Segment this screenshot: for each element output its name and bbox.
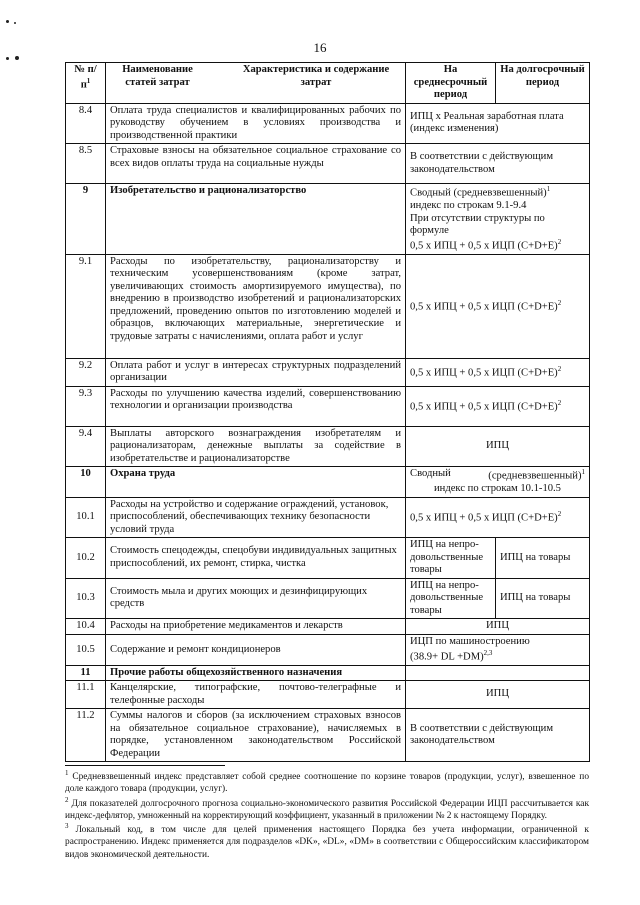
table-row: 9.2 Оплата работ и услуг в интересах структурных подразделений организации 0,5 х ИПЦ + 0,5 х ИЦП $(C+D+E)^2$ (66, 358, 590, 386)
table-header (66, 63, 590, 104)
footnote-3: $^3$ Локальный код, в том числе для целей применения настоящего Порядка без учета информации, ограниченной к распространению. Индекс применяется для подразделов «DK», «DL», «DM» в соответствии с Общероссийским классификатором видов экономической деятельности. (65, 822, 589, 860)
page-number: 16 (313, 40, 327, 55)
table-row: 11 Прочие работы общехозяйственного назначения (66, 665, 590, 681)
table-row: 10.4 Расходы на приобретение медикаментов и лекарств ИПЦ (66, 619, 590, 635)
table-row: 8.5 Страховые взносы на обязательное социальное страхование со всех видов оплаты труда на социальные нужды В соответствии с действующим законодательством (66, 144, 590, 184)
table-row: 9.4 Выплаты авторского вознаграждения изобретателям и рационализаторам, денежные выплаты за содействие в изобретательстве и рационализаторстве ИПЦ (66, 426, 590, 467)
scan-dot (15, 56, 19, 60)
footnotes (65, 769, 589, 861)
table-row: 10 Охрана труда Сводный (средневзвешенный)$^1$ индекс по строкам 10.1-10.5 (66, 467, 590, 498)
table-row: 8.4 Оплата труда специалистов и квалифицированных рабочих по руководству обучением в условиях производства и производственной практики ИПЦ х Реальная заработная плата (индекс изменения) (66, 103, 590, 144)
table-row: 10.1 Расходы на устройство и содержание ограждений, установок, приспособлений, обеспечивающих технику безопасности условий труда 0,5 х ИПЦ + 0,5 х ИЦП $(C+D+E)^2$ (66, 497, 590, 538)
cost-table (65, 62, 590, 762)
footnote-2: $^2$ Для показателей долгосрочного прогноза социально-экономического развития Российской Федерации ИЦП рассчитывается как индекс-дефлятор, умноженный на корректирующий коэффициент, указанный в приложении № 2 к настоящему Порядку. (65, 795, 589, 821)
table-row: 11.2 Суммы налогов и сборов (за исключением страховых взносов на обязательное социальное страхование), начисляемых в порядке, установленном законодательством Российской Федерации В соответствии с действующим законодательством (66, 709, 590, 762)
table-row: 10.3 Стоимость мыла и других моющих и дезинфицирующих средств ИПЦ на непро-довольственные товары ИПЦ на товары (66, 578, 590, 619)
scan-dot (6, 57, 9, 60)
header-num: № $п/п^1$ (66, 63, 106, 104)
scan-dot (14, 22, 16, 24)
table-row: 10.5 Содержание и ремонт кондиционеров ИЦП по машиностроению (38.9+ DL +DM)$^{2,3}$ (66, 635, 590, 666)
scan-dot (6, 20, 9, 23)
footnote-1: $^1$ Средневзвешенный индекс представляет собой среднее соотношение по корзине товаров (продукции, услуг), взвешенное по доле каждого товара (продукции, услуг). (65, 769, 590, 795)
header-name: Наименование статей затрат (122, 64, 193, 88)
header-medium: На среднесрочный период (406, 63, 496, 104)
header-name-desc (106, 63, 406, 104)
table-row: 9.1 Расходы по изобретательству, рационализаторству и техническим усовершенствованиям (кроме затрат, увеличивающих стоимость амортизируемого имущества), по внедрению в производство изобретений и рационализаторских предложений, проведению опытов по изготовлению моделей и образцов, включающих материальные, энергетические и трудовые затраты с начислениями, оплата работ и услуг 0,5 х ИПЦ + 0,5 х ИЦП $(C+D+E)^2$ (66, 254, 590, 358)
table-row: 9 Изобретательство и рационализаторство Сводный (средневзвешенный)$^1$ индекс по строкам 9.1-9.4 При отсутствии структуры по формуле 0,5 х ИПЦ + 0,5 х ИЦП $(C+D+E)^2$ (66, 184, 590, 255)
table-row: 10.2 Стоимость спецодежды, спецобуви индивидуальных защитных приспособлений, их ремонт, стирка, чистка ИПЦ на непро-довольственные товары ИПЦ на товары (66, 538, 590, 579)
table-row: 9.3 Расходы по улучшению качества изделий, совершенствованию технологии и организации производства 0,5 х ИПЦ + 0,5 х ИЦП $(C+D+E)^2$ (66, 386, 590, 426)
header-desc: Характеристика и содержание затрат (242, 64, 390, 88)
table-row: 11.1 Канцелярские, типографские, почтово-телеграфные и телефонные расходы ИПЦ (66, 681, 590, 709)
header-long: На долгосрочный период (496, 63, 590, 104)
footnote-separator (65, 765, 225, 766)
